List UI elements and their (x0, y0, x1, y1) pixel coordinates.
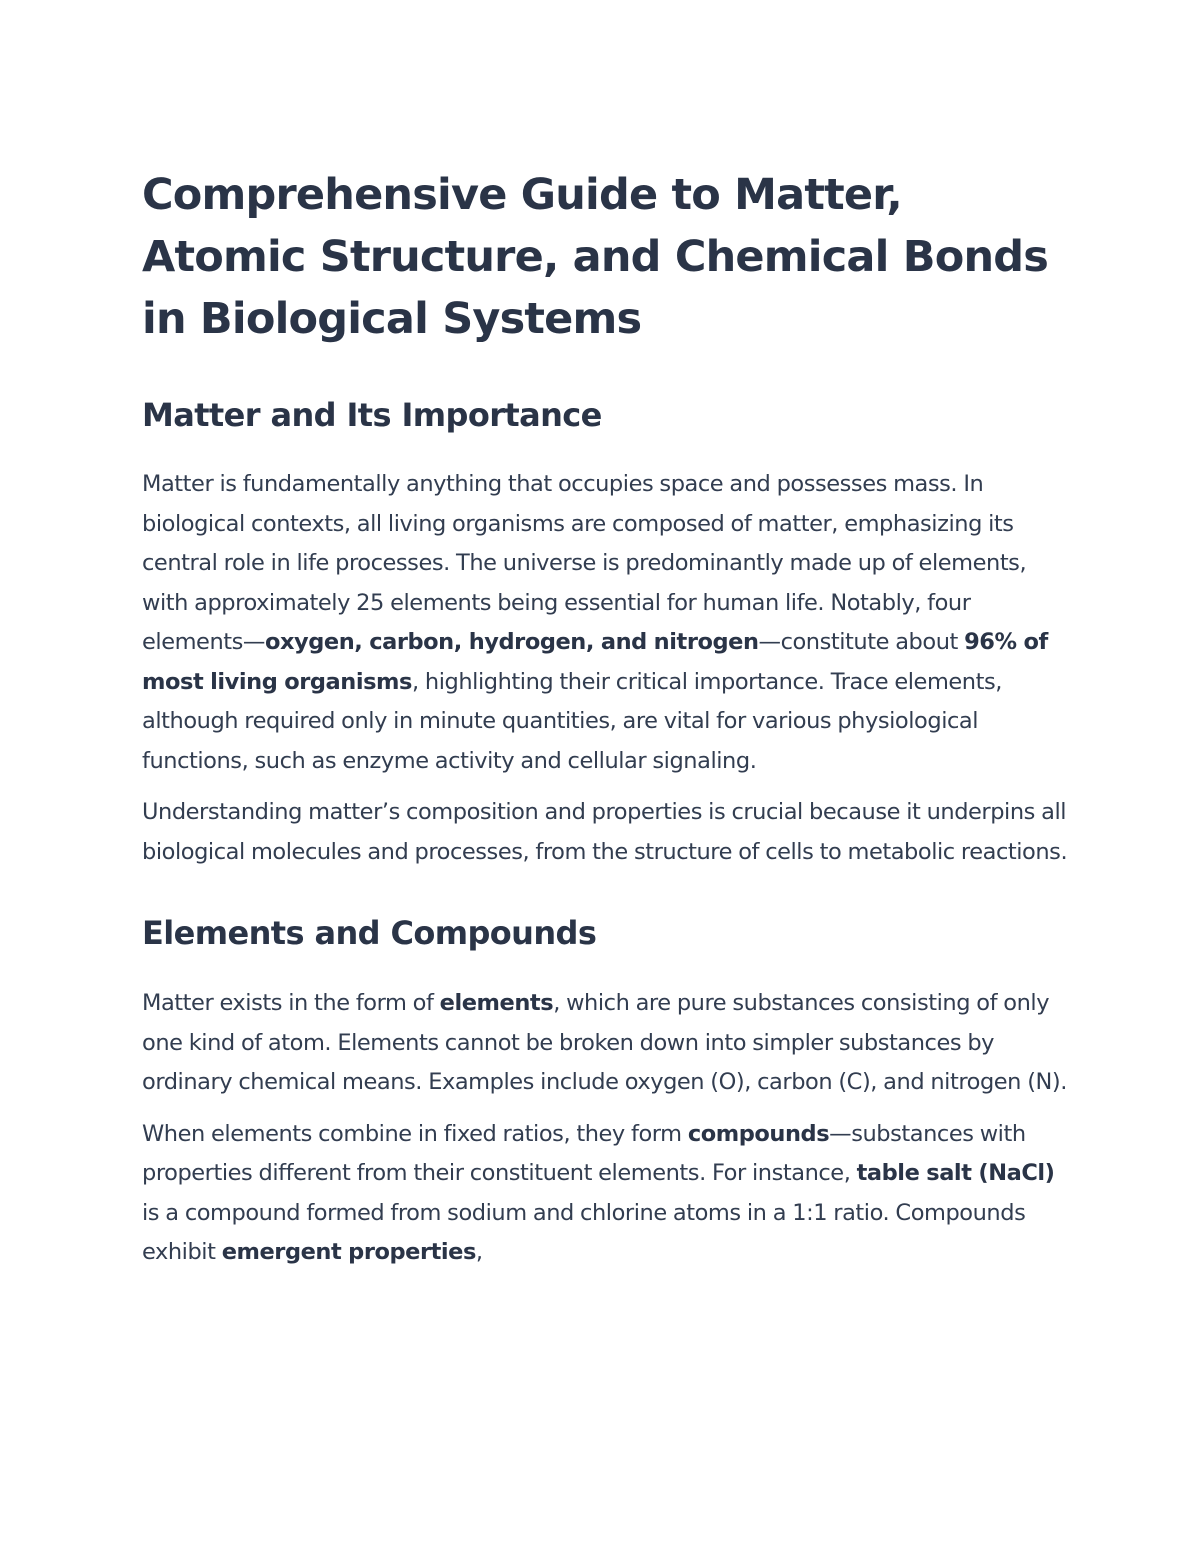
bold-percent-organisms: 96% of most living organisms (142, 629, 1048, 695)
bold-table-salt: table salt (NaCl) (856, 1160, 1055, 1186)
bold-elements-term: elements (439, 990, 554, 1016)
paragraph-text: , highlighting their critical importance. Trace elements, although required only in minute quantities, are vital for various physiological functions, such as enzyme activity and cellular signaling. (142, 668, 1002, 774)
paragraph-matter-definition (142, 465, 1072, 781)
paragraph-text: , which are pure substances consisting of only one kind of atom. Elements cannot be broken down into simpler substances by ordinary chemical means. Examples include oxygen (O), carbon (C), and nitrogen (N). (142, 990, 1067, 1095)
document-page (142, 164, 1072, 1273)
section-heading-matter: Matter and Its Importance (142, 396, 602, 434)
paragraph-text: When elements combine in fixed ratios, they form (142, 1120, 688, 1147)
document-title: Comprehensive Guide to Matter, Atomic Structure, and Chemical Bonds in Biological Systems (142, 170, 1049, 344)
paragraph-text: Matter exists in the form of (142, 990, 440, 1016)
paragraph-text: is a compound formed from sodium and chlorine atoms in a 1:1 ratio. Compounds exhibit (142, 1199, 1026, 1265)
paragraph-text: —substances with properties different from their constituent elements. For instance, (142, 1120, 1026, 1186)
bold-emergent-properties: emergent properties (221, 1239, 476, 1265)
paragraph-elements (142, 984, 1072, 1103)
paragraph-compounds (142, 1115, 1072, 1273)
paragraph-text: , (475, 1239, 483, 1265)
paragraph-text: —constitute about (758, 629, 965, 655)
paragraph-text: Matter is fundamentally anything that occupies space and possesses mass. In biological contexts, all living organisms are composed of matter, emphasizing its central role in life processes. The universe is predominantly made up of elements, with approximately 25 elements being essential for human life. Notably, four elements— (142, 471, 1027, 655)
bold-compounds-term: compounds (687, 1120, 830, 1147)
paragraph-matter-understanding: Understanding matter’s composition and properties is crucial because it underpins all biological molecules and processes, from the structure of cells to metabolic reactions. (142, 799, 1068, 865)
section-heading-elements-compounds: Elements and Compounds (142, 914, 597, 952)
bold-four-elements: oxygen, carbon, hydrogen, and nitrogen (264, 629, 759, 655)
